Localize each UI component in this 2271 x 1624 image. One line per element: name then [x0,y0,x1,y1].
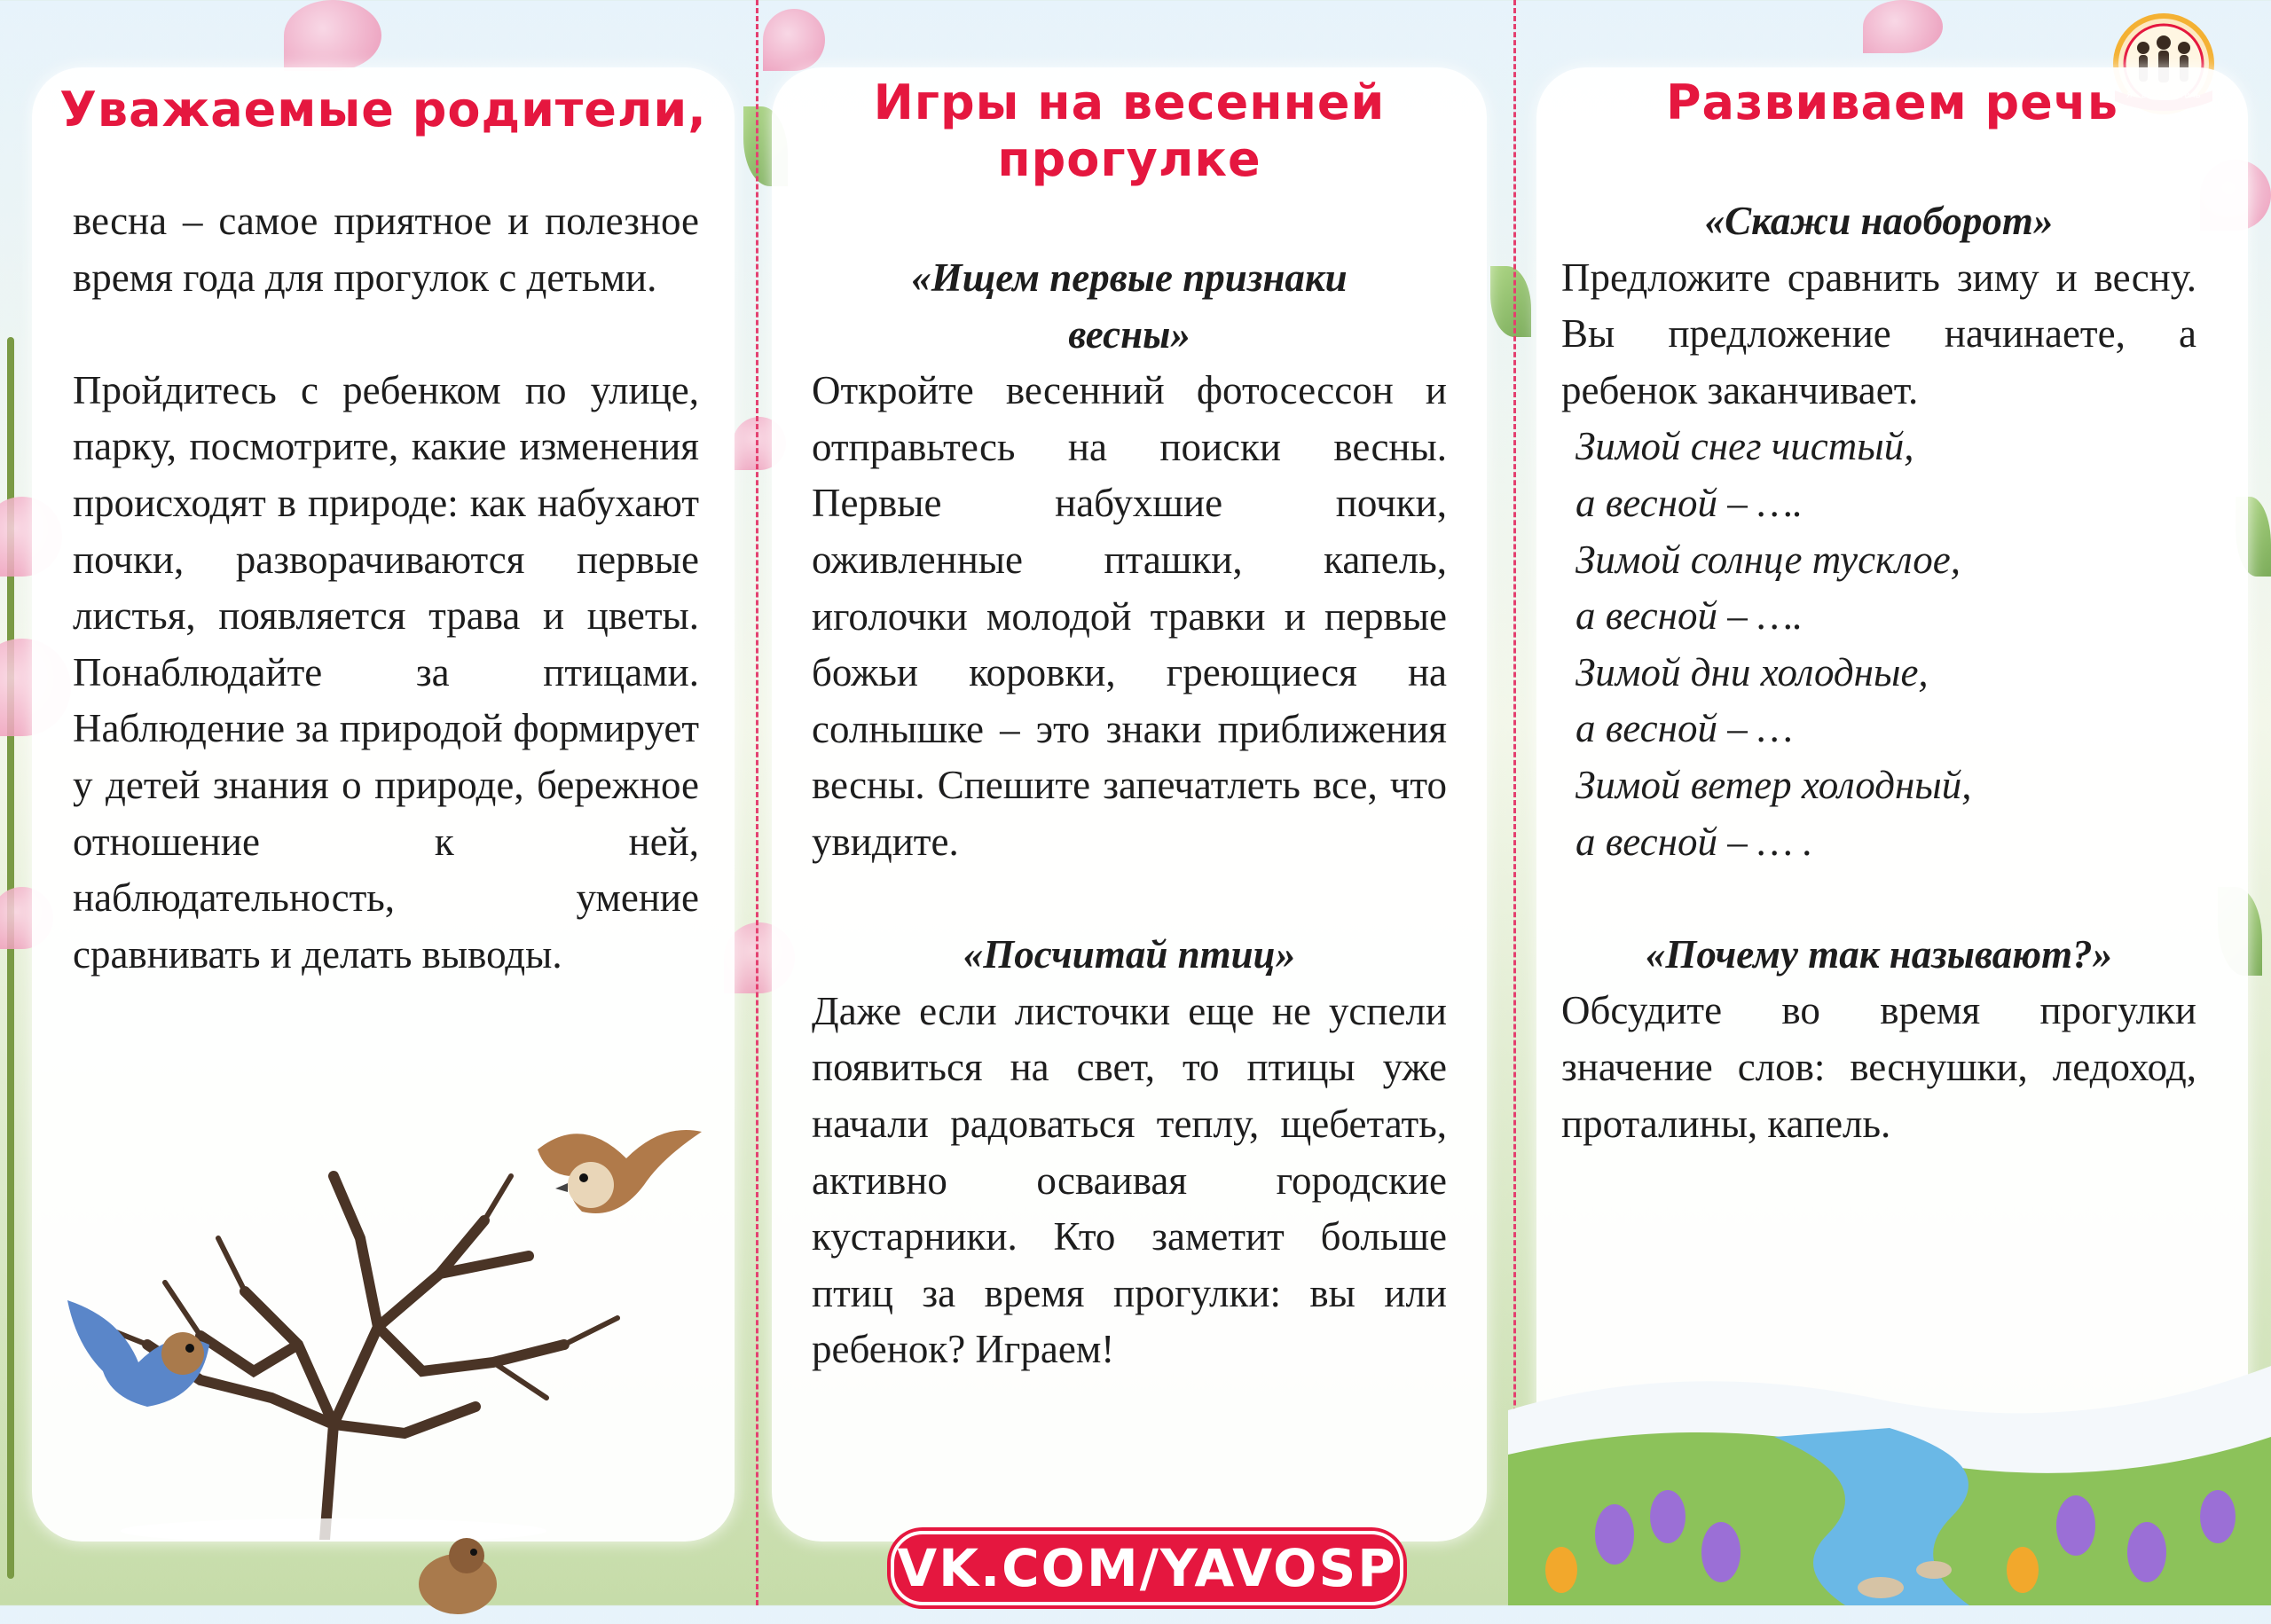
sparrow-icon [405,1531,511,1624]
panel-parents [32,67,735,1542]
sentence-line: Зимой солнце тусклое, [1576,537,1961,582]
sentence-line: Зимой ветер холодный, [1576,762,1972,807]
speech-text [1561,193,2196,1152]
paragraph: Предложите сравнить зиму и весну. Вы предложение начинаете, а ребенок заканчивает. [1561,255,2196,412]
heading-parents: Уважаемые родители, [59,82,707,137]
sentence-line: Зимой дни холодные, [1576,649,1929,694]
paragraph: весна – самое приятное и полезное время года для прогулок с детьми. [73,199,699,300]
sentence-line: а весной – … [1576,706,1793,751]
blossom-decor [284,0,381,71]
sentence-line: а весной – … . [1576,819,1813,864]
sentence-line: Зимой снег чистый, [1576,424,1914,469]
paragraph: Даже если листочки еще не успели появиться на свет, то птицы уже начали радоваться теплу, щебетать, активно осваивая городские кустарники. Кто заметит больше птиц за время прогулки: вы или ребенок? Играем! [812,988,1447,1372]
sparrow-icon [529,1114,706,1243]
leaf-decor [1490,266,1531,337]
game-title: «Почему так называют?» [1645,931,2113,977]
sparrow-icon [67,1291,236,1420]
paragraph: Пройдитесь с ребенком по улице, парку, посмотрите, какие изменения происходят в природе: как набухают почки, разворачиваются первые листья, появляется трава и цветы. Понаблюдайте за птицами. Наблюдение за природой формирует у детей знания о природе, бережное отношение к ней, наблюдательность, умение сравнивать и делать выводы. [73,367,699,977]
sentence-line: а весной – …. [1576,593,1803,639]
vk-link[interactable]: VK.COM/YAVOSP [891,1531,1403,1605]
blossom-decor [763,9,825,71]
game-title: «Посчитай птиц» [963,932,1296,977]
heading-games: Игры на весенней прогулке [873,75,1386,187]
panel-games [772,67,1487,1542]
stream-landscape [1508,1304,2271,1605]
games-text [812,250,1447,1378]
heading-speech: Развиваем речь [1665,75,2119,130]
sentence-line: а весной – …. [1576,480,1803,525]
sentence-list [1561,419,2196,870]
parents-text [73,193,699,983]
game-title: «Ищем первые признаки весны» [911,255,1348,357]
game-title: «Скажи наоборот» [1704,199,2054,243]
blossom-decor [1863,0,1943,53]
fold-line-left [756,0,758,1605]
paragraph: Откройте весенний фотосессон и отправьтесь на поиски весны. Первые набухшие почки, оживленные пташки, капель, иголочки молодой травки и первые божьи коровки, греющиеся на солнышке – это знаки приближения весны. Спешите запечатлеть все, что увидите. [812,368,1447,864]
paragraph: Обсудите во время прогулки значение слов: веснушки, ледоход, проталины, капель. [1561,988,2196,1146]
